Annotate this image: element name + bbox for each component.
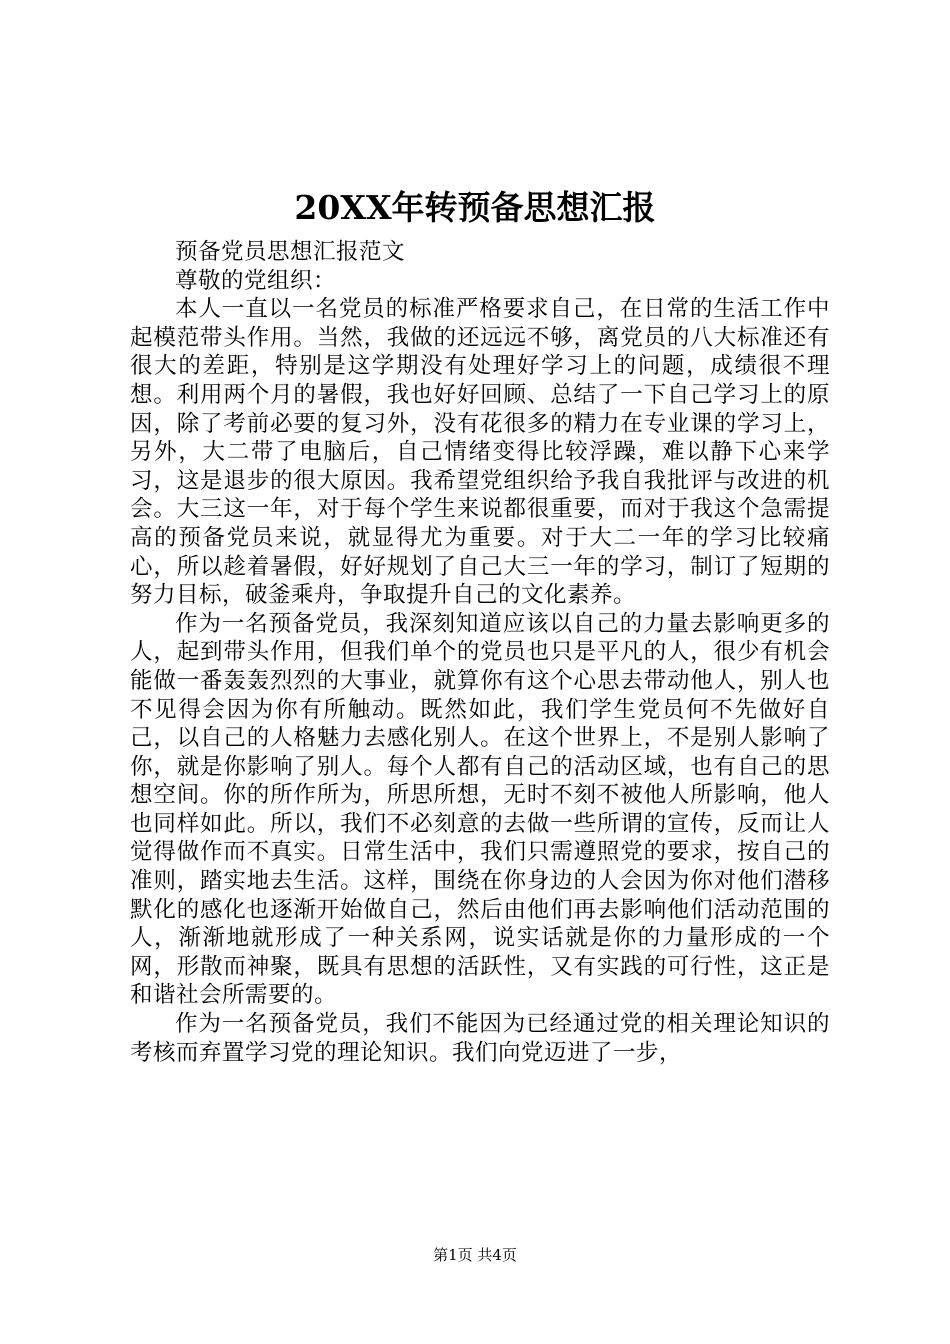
paragraph: 本人一直以一名党员的标准严格要求自己，在日常的生活工作中起模范带头作用。当然，我做的还远远不够，离党员的八大标准还有很大的差距，特别是这学期没有处理好学习上的问题，成绩很不理想。利用两个月的暑假，我也好好回顾、总结了一下自己学习上的原因，除了考前必要的复习外，没有花很多的精力在专业课的学习上，另外，大二带了电脑后，自己情绪变得比较浮躁，难以静下心来学习，这是退步的很大原因。我希望党组织给予我自我批评与改进的机会。大三这一年，对于每个学生来说都很重要，而对于我这个急需提高的预备党员来说，就显得尤为重要。对于大二一年的学习比较痛心，所以趁着暑假，好好规划了自己大三一年的学习，制订了短期的努力目标，破釜乘舟，争取提升自己的文化素养。 [130, 296, 830, 609]
paragraph-subtitle: 预备党员思想汇报范文 [175, 239, 406, 265]
paragraph-salutation: 尊敬的党组织： [175, 267, 337, 294]
document-title: 20XX年转预备思想汇报 [294, 188, 656, 227]
paragraph: 作为一名预备党员，我们不能因为已经通过党的相关理论知识的考核而弃置学习党的理论知识。我们向党迈进了一步， [130, 1011, 830, 1066]
page-footer: 第1页 共4页 [433, 1246, 517, 1264]
paragraph: 作为一名预备党员，我深刻知道应该以自己的力量去影响更多的人，起到带头作用，但我们单个的党员也只是平凡的人，很少有机会能做一番轰轰烈烈的大事业，就算你有这个心思去带动他人，别人也不见得会因为你有所触动。既然如此，我们学生党员何不先做好自己，以自己的人格魅力去感化别人。在这个世界上，不是别人影响了你，就是你影响了别人。每个人都有自己的活动区域，也有自己的思想空间。你的所作所为，所思所想，无时不刻不被他人所影响，他人也同样如此。所以，我们不必刻意的去做一些所谓的宣传，反而让人觉得做作而不真实。日常生活中，我们只需遵照党的要求，按自己的准则，踏实地去生活。这样，围绕在你身边的人会因为你对他们潜移默化的感化也逐渐开始做自己，然后由他们再去影响他们活动范围的人，渐渐地就形成了一种关系网，说实话就是你的力量形成的一个网，形散而神聚，既具有思想的活跃性，又有实践的可行性，这正是和谐社会所需要的。 [130, 610, 830, 1009]
document-body [130, 238, 830, 1067]
